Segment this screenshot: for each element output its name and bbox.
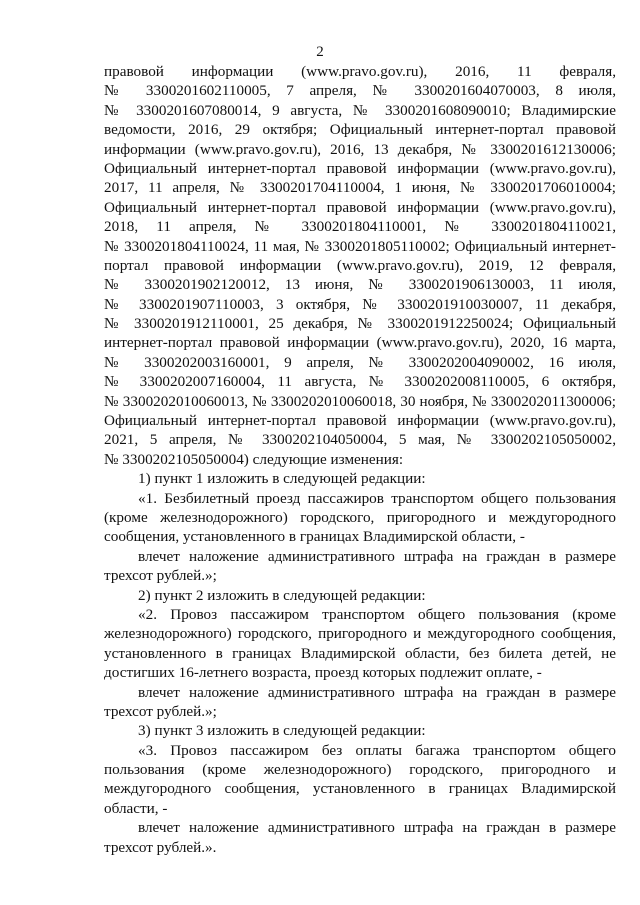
text-line: ведомости, 2016, 29 октября; Официальный интернет-портал правовой bbox=[104, 121, 616, 139]
text-line: влечет наложение административного штрафа на граждан в размере bbox=[138, 819, 616, 837]
text-line: № 3300201902120012, 13 июня, № 3300201906130003, 11 июля, bbox=[104, 276, 616, 294]
text-line: «3. Провоз пассажиром без оплаты багажа транспортом общего bbox=[138, 741, 616, 759]
text-line: влечет наложение административного штрафа на граждан в размере bbox=[138, 683, 616, 701]
text-line: 1) пункт 1 изложить в следующей редакции: bbox=[138, 470, 426, 488]
text-line: правовой информации (www.pravo.gov.ru), 2016, 11 февраля, bbox=[104, 63, 616, 80]
text-line: сообщения, установленного в границах Владимирской области, - bbox=[104, 528, 525, 546]
text-line: 2017, 11 апреля, № 3300201704110004, 1 июня, № 3300201706010004; bbox=[104, 179, 616, 197]
text-line: достигших 16-летнего возраста, проезд которых подлежит оплате, - bbox=[104, 664, 542, 682]
text-line: «1. Безбилетный проезд пассажиров транспортом общего пользования bbox=[138, 489, 616, 507]
text-line: области, - bbox=[104, 799, 168, 817]
text-line: информации (www.pravo.gov.ru), 2016, 13 декабря, № 3300201612130006; bbox=[104, 140, 616, 158]
text-line: 2) пункт 2 изложить в следующей редакции: bbox=[138, 586, 426, 604]
text-line: 3) пункт 3 изложить в следующей редакции: bbox=[138, 722, 426, 740]
text-line: железнодорожного) городского, пригородного и междугородного сообщения, bbox=[104, 625, 616, 643]
text-line: Официальный интернет-портал правовой информации (www.pravo.gov.ru), bbox=[104, 198, 616, 216]
text-line: № 3300201907110003, 3 октября, № 3300201910030007, 11 декабря, bbox=[104, 295, 616, 313]
text-line: Официальный интернет-портал правовой информации (www.pravo.gov.ru), bbox=[104, 159, 616, 177]
text-line: 2021, 5 апреля, № 3300202104050004, 5 мая, № 3300202105050002, bbox=[104, 431, 616, 449]
text-line: № 3300201912110001, 25 декабря, № 3300201912250024; Официальный bbox=[104, 315, 616, 333]
text-line: «2. Провоз пассажиром транспортом общего пользования (кроме bbox=[138, 605, 616, 623]
text-line: 2018, 11 апреля, № 3300201804110001, № 3300201804110021, bbox=[104, 218, 616, 236]
text-line: пользования (кроме железнодорожного) городского, пригородного и bbox=[104, 761, 616, 779]
text-line: № 3300201607080014, 9 августа, № 3300201608090010; Владимирские bbox=[104, 101, 616, 119]
text-line: № 3300202007160004, 11 августа, № 3300202008110005, 6 октября, bbox=[104, 373, 616, 391]
text-line: № 3300202003160001, 9 апреля, № 3300202004090002, 16 июля, bbox=[104, 353, 616, 371]
text-line: интернет-портал правовой информации (www.pravo.gov.ru), 2020, 16 марта, bbox=[104, 334, 616, 352]
document-body bbox=[104, 62, 616, 857]
text-line: междугородного сообщения, установленного в границах Владимирской bbox=[104, 780, 616, 798]
text-line: трехсот рублей.». bbox=[104, 838, 217, 856]
text-line: трехсот рублей.»; bbox=[104, 702, 217, 720]
text-line: портал правовой информации (www.pravo.gov.ru), 2019, 12 февраля, bbox=[104, 256, 616, 274]
page-number: 2 bbox=[316, 44, 324, 60]
text-line: установленного в границах Владимирской области, без билета детей, не bbox=[104, 644, 616, 662]
text-line: № 3300202105050004) следующие изменения: bbox=[104, 450, 404, 468]
text-line: № 3300202010060013, № 3300202010060018, 30 ноября, № 3300202011300006; bbox=[104, 392, 616, 410]
text-line: (кроме железнодорожного) городского, пригородного и междугородного bbox=[104, 508, 616, 526]
text-line: трехсот рублей.»; bbox=[104, 567, 217, 585]
text-line: № 3300201602110005, 7 апреля, № 3300201604070003, 8 июля, bbox=[104, 82, 616, 100]
text-line: № 3300201804110024, 11 мая, № 3300201805110002; Официальный интернет- bbox=[104, 237, 616, 255]
text-line: влечет наложение административного штрафа на граждан в размере bbox=[138, 547, 616, 565]
text-line: Официальный интернет-портал правовой информации (www.pravo.gov.ru), bbox=[104, 412, 616, 430]
